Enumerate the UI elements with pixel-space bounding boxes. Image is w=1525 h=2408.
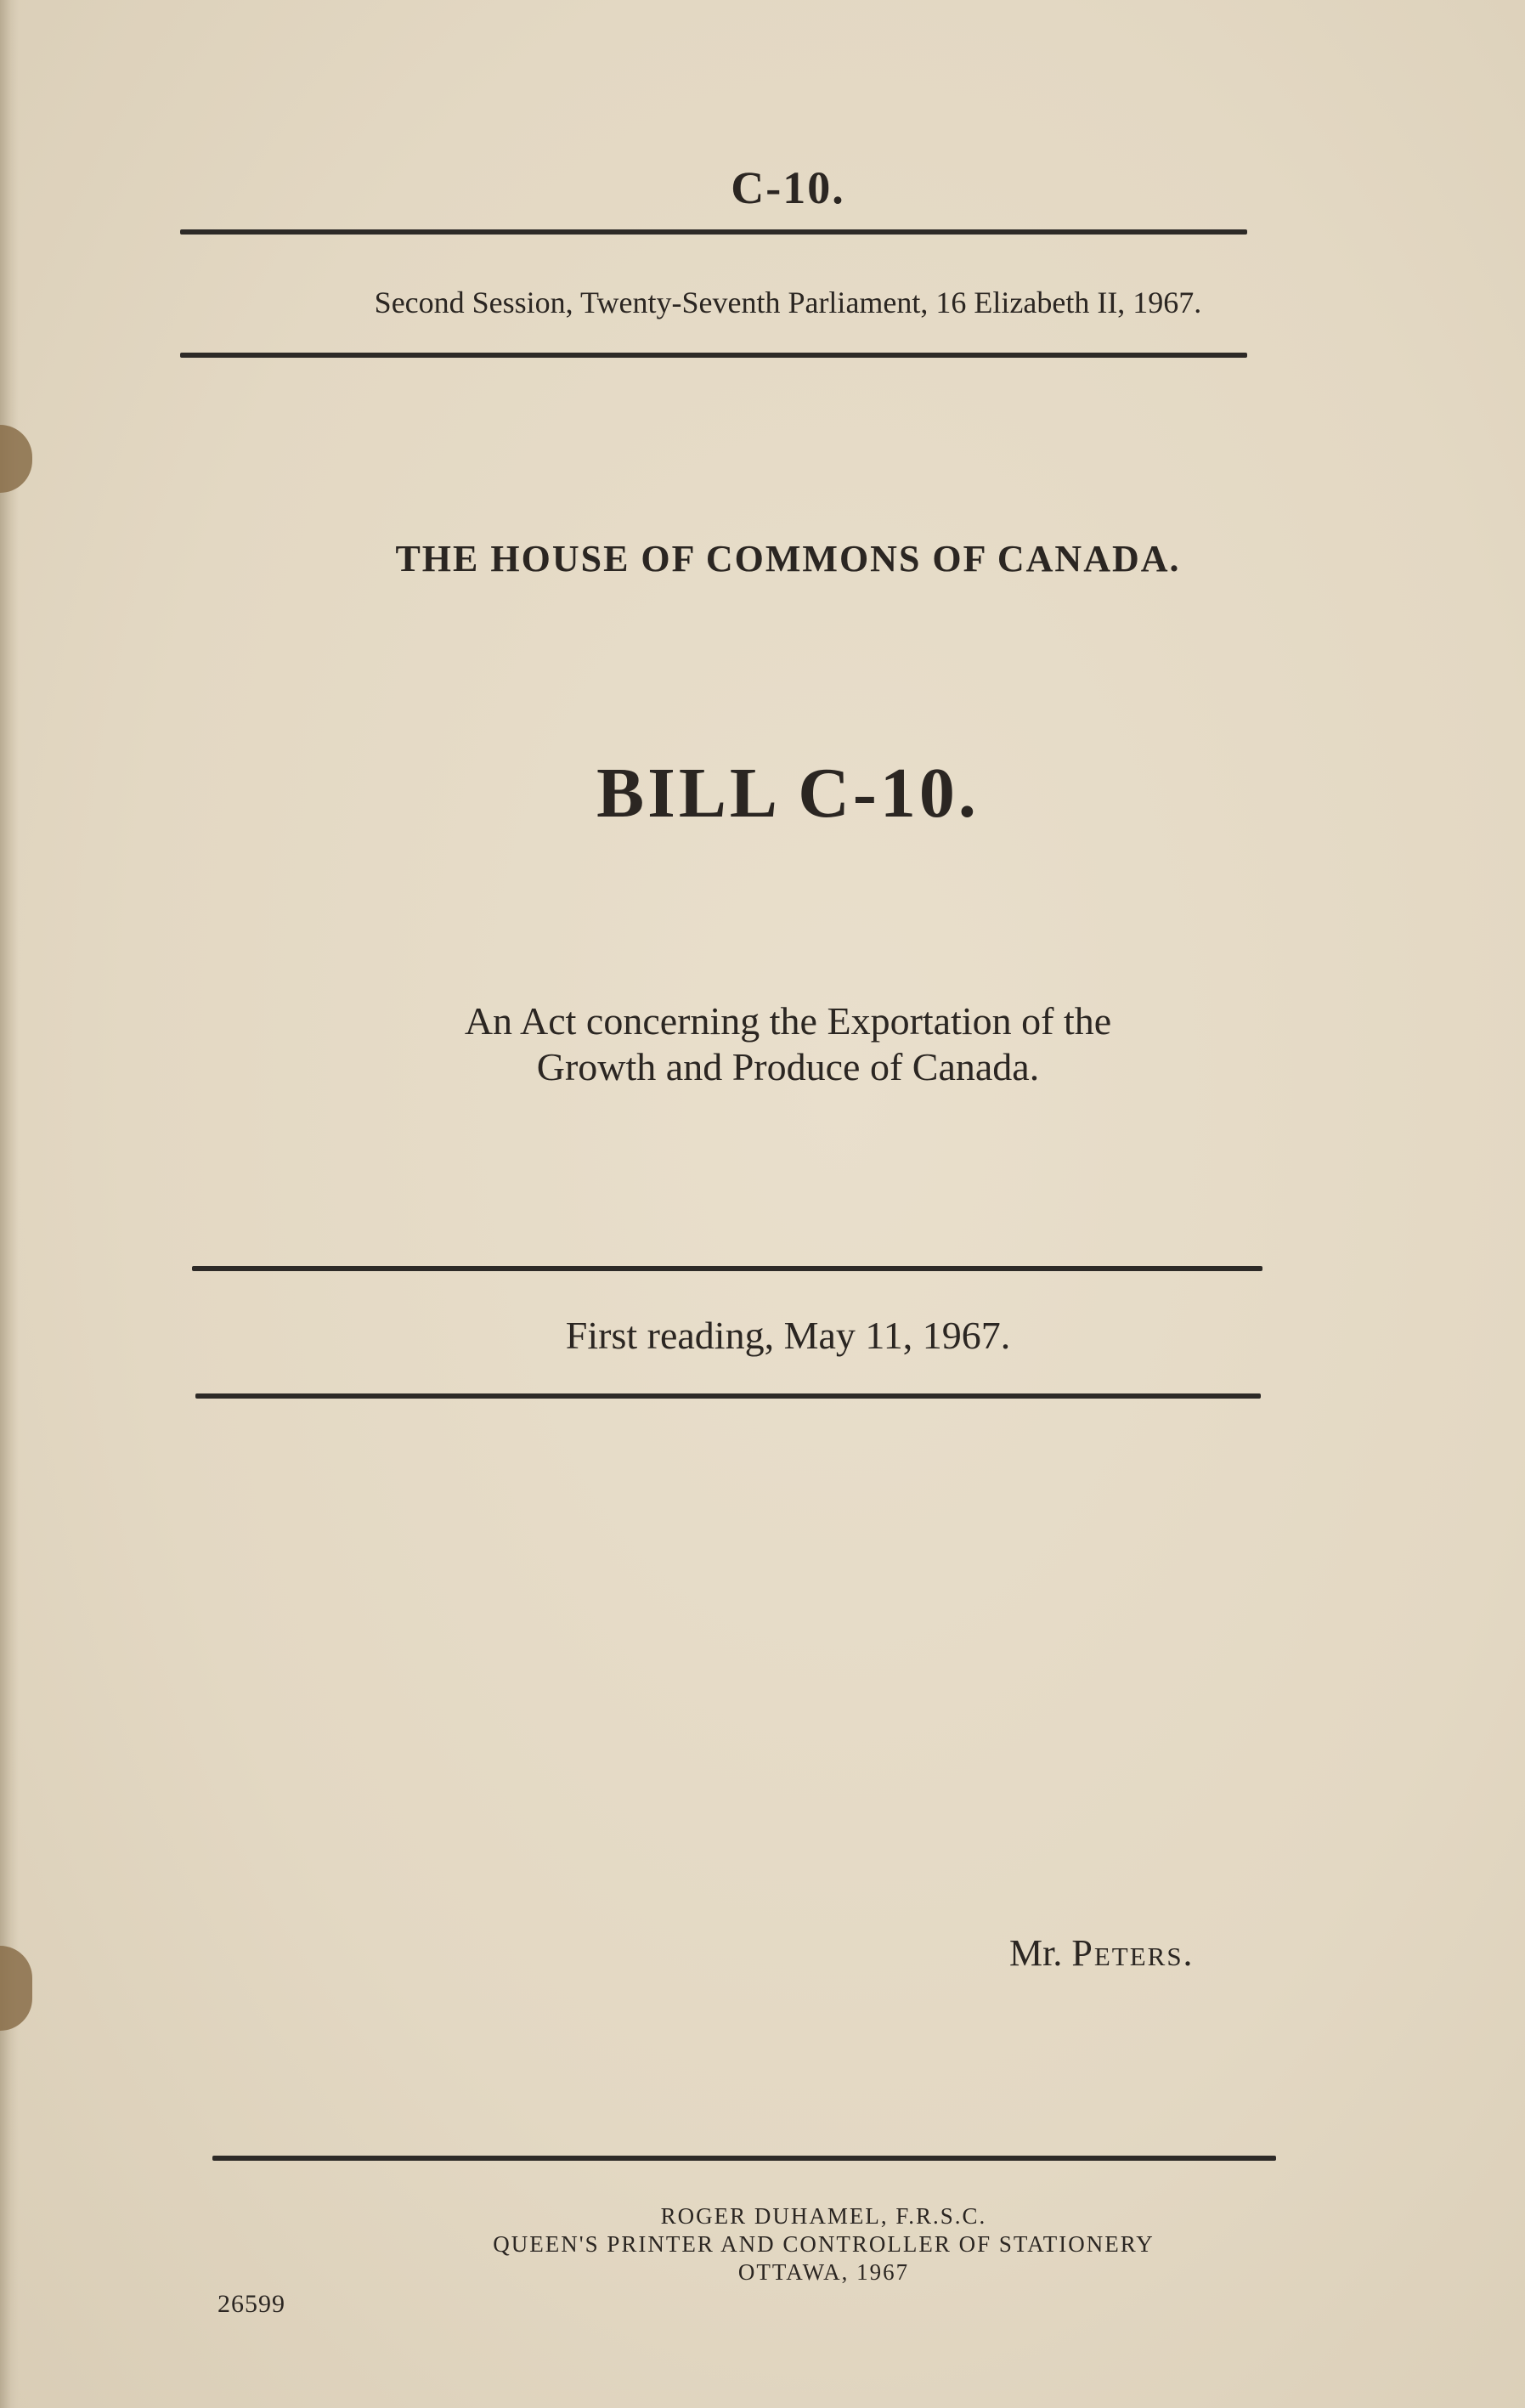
printer-imprint: [61, 2202, 1525, 2286]
binding-hole-bottom: [0, 1946, 32, 2031]
header-rule-top: [180, 229, 1247, 235]
printer-location: OTTAWA, 1967: [737, 2259, 910, 2285]
bill-title: BILL C-10.: [596, 754, 980, 833]
house-of-commons-heading: THE HOUSE OF COMMONS OF CANADA.: [395, 538, 1181, 579]
act-title-line-1: An Act concerning the Exportation of the: [464, 999, 1112, 1043]
binding-edge: [0, 0, 19, 2408]
bill-code-header: C-10.: [731, 162, 845, 213]
printer-name: ROGER DUHAMEL, F.R.S.C.: [660, 2203, 987, 2229]
sponsor-name: [1009, 1931, 1195, 1975]
sponsor-prefix: Mr.: [1009, 1932, 1063, 1974]
reading-rule-top: [192, 1266, 1262, 1271]
act-title: [25, 998, 1525, 1090]
act-title-line-2: Growth and Produce of Canada.: [536, 1045, 1040, 1088]
session-line: Second Session, Twenty-Seventh Parliament, 16 Elizabeth II, 1967.: [374, 285, 1202, 319]
first-reading-line: First reading, May 11, 1967.: [565, 1314, 1011, 1357]
printer-title: QUEEN'S PRINTER AND CONTROLLER OF STATIONERY: [493, 2231, 1155, 2257]
footer-rule: [212, 2156, 1276, 2161]
reading-rule-bottom: [195, 1393, 1261, 1399]
sponsor-surname: Peters.: [1071, 1932, 1195, 1974]
print-number: 26599: [217, 2290, 285, 2318]
header-rule-bottom: [180, 353, 1247, 358]
binding-hole-top: [0, 425, 32, 493]
